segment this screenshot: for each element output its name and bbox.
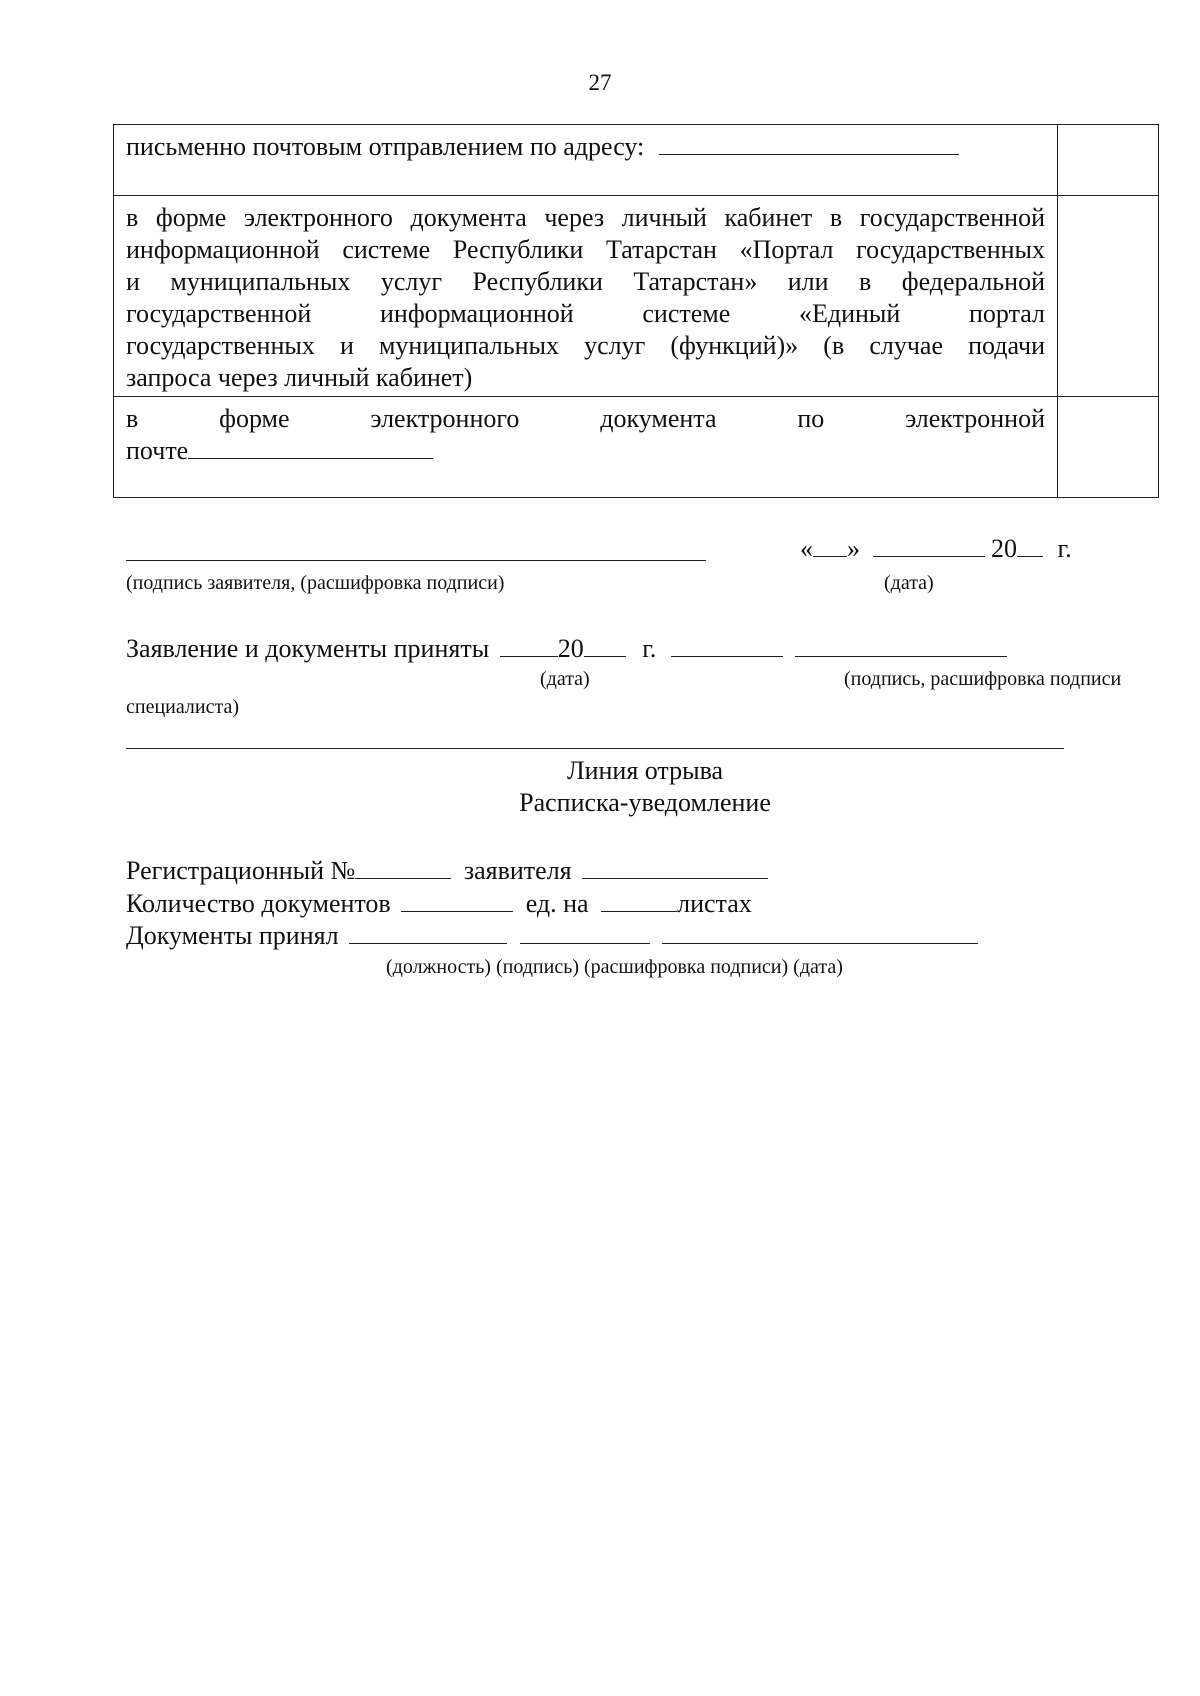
applicant-signature-line[interactable] [126, 560, 706, 561]
table-row [114, 196, 1159, 397]
year-suffix: г. [1057, 534, 1072, 563]
submission-options-table [113, 124, 1159, 498]
date-field [800, 534, 1072, 564]
specialist-caption-continued: специалиста) [126, 696, 239, 718]
option-portal-line: государственных и муниципальных услуг (функций)» (в случае подачи [126, 331, 1045, 360]
option-email [114, 397, 1057, 467]
accepted-caption: (должность) (подпись) (расшифровка подписи) (дата) [386, 956, 843, 978]
quote-close: » [847, 534, 860, 563]
option-postal-checkbox[interactable] [1058, 125, 1159, 196]
units-label: ед. на [525, 889, 589, 918]
option-portal-line: запроса через личный кабинет) [126, 363, 473, 392]
registration-row [126, 856, 768, 886]
option-portal-checkbox[interactable] [1058, 196, 1159, 397]
option-postal-text: письменно почтовым отправлением по адресу: [126, 132, 645, 161]
acceptance-year-suffix: г. [642, 634, 657, 663]
option-portal [114, 196, 1057, 394]
table-cell [114, 196, 1058, 397]
specialist-signature-line[interactable] [671, 655, 783, 657]
document-count-line[interactable] [401, 910, 513, 912]
year-prefix: 20 [991, 534, 1017, 563]
tear-line-rule [126, 748, 1064, 749]
specialist-name-line[interactable] [795, 655, 1007, 657]
page-number: 27 [588, 70, 612, 95]
option-postal [114, 125, 1057, 163]
option-email-checkbox[interactable] [1058, 397, 1159, 498]
accepted-by-row [126, 921, 978, 951]
name-date-line[interactable] [662, 942, 978, 944]
table-cell [114, 125, 1058, 196]
option-email-line: в форме электронного документа по электронной [126, 404, 1045, 433]
option-portal-line: информационной системе Республики Татарстан «Портал государственных [126, 235, 1045, 264]
acceptance-date-caption: (дата) [540, 668, 590, 690]
applicant-signature-caption: (подпись заявителя, (расшифровка подписи) [126, 572, 505, 594]
option-portal-line: и муниципальных услуг Республики Татарстан» или в федеральной [126, 267, 1045, 296]
year-line[interactable] [1017, 555, 1043, 557]
receipt-title: Расписка-уведомление [519, 788, 771, 817]
acceptance-date-line[interactable] [500, 655, 558, 657]
day-line[interactable] [813, 555, 847, 557]
sheets-label: листах [677, 889, 752, 918]
acceptance-row [126, 634, 1007, 664]
specialist-caption: (подпись, расшифровка подписи [844, 668, 1122, 690]
quote-open: « [800, 534, 813, 563]
acceptance-year-line[interactable] [584, 655, 626, 657]
registration-number-line[interactable] [355, 877, 451, 879]
date-caption: (дата) [884, 572, 934, 594]
position-line[interactable] [349, 942, 507, 944]
table-cell [114, 397, 1058, 498]
applicant-name-line[interactable] [582, 877, 768, 879]
sheet-count-line[interactable] [601, 910, 677, 912]
tear-line-label: Линия отрыва [566, 756, 724, 785]
acceptance-label: Заявление и документы приняты [126, 634, 490, 663]
accepted-label: Документы принял [126, 921, 339, 950]
email-line[interactable] [188, 457, 433, 459]
acceptance-year-prefix: 20 [557, 634, 584, 663]
option-email-label: почте [126, 436, 189, 465]
option-portal-line: в форме электронного документа через личный кабинет в государственной [126, 203, 1045, 232]
month-line[interactable] [873, 555, 985, 557]
address-line[interactable] [659, 153, 959, 155]
table-row [114, 125, 1159, 196]
signature-line[interactable] [520, 942, 650, 944]
registration-label: Регистрационный № [126, 856, 356, 885]
table-row [114, 397, 1159, 498]
documents-count-row [126, 889, 752, 919]
applicant-label: заявителя [463, 856, 572, 885]
option-portal-line: государственной информационной системе «Единый портал [126, 299, 1045, 328]
count-label: Количество документов [126, 889, 391, 918]
